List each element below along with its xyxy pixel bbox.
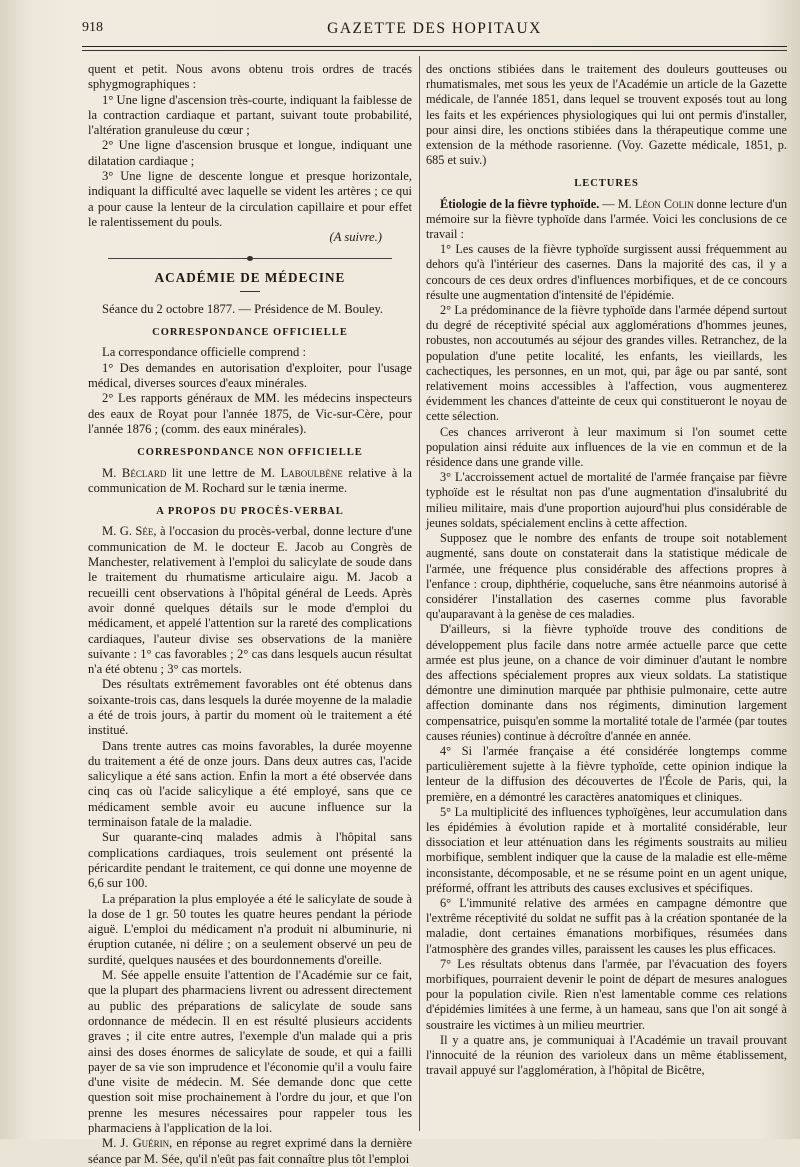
paragraph: 3° Une ligne de descente longue et presque horizontale, indiquant la difficulté avec laquelle se vident les artères ; ce qui a pour cause la lenteur de la circulation capillaire et pour effet le ralentissement du pouls. bbox=[88, 169, 412, 229]
text-fragment: donne lecture d'un mémoire sur la fièvre typhoïde dans l'armée. Voici les conclusions de ce travail : bbox=[426, 196, 787, 242]
paragraph: Supposez que le nombre des enfants de troupe soit notablement augmenté, sans doute on constaterait dans la statistique médicale de l'armée, une fréquence plus considérable des affections propres à l'enfance : croup, diphthérie, coqueluche, sans être néanmoins autorisé à considérer l'installation des casernes comme plus favorable qu'auparavant à la genèse de ces maladies. bbox=[426, 531, 787, 622]
section-separator bbox=[108, 258, 392, 260]
paragraph: La correspondance officielle comprend : bbox=[102, 345, 306, 360]
left-column bbox=[88, 62, 412, 1167]
author-name: M. Léon Colin bbox=[617, 196, 694, 211]
paragraph: 2° Les rapports généraux de MM. les médecins inspecteurs des eaux de Royat pour l'année 1875, de Vic-sur-Cère, pour l'année 1876 ; (comm. des eaux minérales). bbox=[88, 391, 412, 436]
author-name: M. Laboulbène bbox=[260, 465, 343, 480]
paragraph-beclard bbox=[88, 466, 412, 497]
paragraph: Il y a quatre ans, je communiquai à l'Académie un travail prouvant l'innocuité de la réunion des varioleux dans un même établissement, travail appuyé sur l'agglomération, à l'hôpital de Bicêtre, bbox=[426, 1032, 787, 1078]
subheading-unofficial-correspondence: CORRESPONDANCE NON OFFICIELLE bbox=[137, 447, 363, 459]
paragraph: Sur quarante-cinq malades admis à l'hôpital sans complications cardiaques, trois seulement ont présenté la péricardite pendant le traitement, ce qui donne une moyenne de 6,6 sur 100. bbox=[88, 830, 412, 891]
paragraph: Des résultats extrêmement favorables ont été obtenus dans soixante-trois cas, dans lesquels la durée moyenne de la maladie a été de trois jours, à partir du moment où le traitement a été institué. bbox=[88, 677, 412, 738]
paragraph: M. Sée appelle ensuite l'attention de l'Académie sur ce fait, que la plupart des pharmaciens livrent ou adressent directement au public des préparations de salicylate de soude sans ordonnance de médecin. Il en est résulté plusieurs accidents graves ; il cite entre autres, l'exemple d'un malade qui a pris ainsi des doses énormes de salicylate de soude, et qui a failli payer de sa vie son imprudence et l'économie qu'il a voulu faire d'une visite de médecin. M. Sée demande donc que cette question soit mise prochainement à l'ordre du jour, et que l'on prenne les mesures nécessaires pour rappeler tous les pharmaciens à l'application de la loi. bbox=[88, 968, 412, 1135]
column-divider bbox=[419, 56, 420, 1131]
conclusion-item: 4° Si l'armée française a été considérée longtemps comme particulièrement sujette à la fièvre typhoïde, cette opinion indique la lenteur de la diffusion des découvertes de l'École de Paris, qui, la première, en a démontré les caractères anatomiques et cliniques. bbox=[426, 743, 787, 804]
header-rule bbox=[82, 46, 787, 47]
header-rule-thin bbox=[82, 50, 787, 51]
paragraph-see bbox=[88, 524, 412, 677]
text-fragment: lit une lettre de bbox=[166, 465, 261, 480]
article-title: Étiologie de la fièvre typhoïde. bbox=[440, 196, 600, 211]
paragraph: Ces chances arriveront à leur maximum si l'on soumet cette population ainsi réduite aux influences de la vie en commun et de la résidence dans une grande ville. bbox=[426, 424, 787, 470]
text-fragment: en réponse au regret exprimé dans la dernière séance par M. Sée, qu'il n'eût pas fait connaître plus tôt l'emploi bbox=[88, 1136, 412, 1166]
conclusion-item: 2° La prédominance de la fièvre typhoïde dans l'armée dépend surtout du degré de réceptivité spécial aux agglomérations d'hommes jeunes, robustes, non accoutumés au séjour des grandes villes. Retranchez, de la population d'une petite localité, les enfants, les vieillards, les cachectiques, les personnes, en un mot, qui, par âge ou par santé, sont relativement moins accessibles à l'affection, vous augmenterez évidemment les chances d'atteinte de ceux qui constitueront le noyau de cette sélection. bbox=[426, 303, 787, 424]
page-number: 918 bbox=[82, 20, 103, 35]
paragraph-guerin bbox=[88, 1136, 412, 1167]
paragraph: quent et petit. Nous avons obtenu trois ordres de tracés sphygmographiques : bbox=[88, 62, 412, 92]
conclusion-item: 6° L'immunité relative des armées en campagne démontre que l'extrême réceptivité du soldat ne suffit pas à la création spontanée de la maladie, dont certaines émanations morbifiques, résumées dans l'atmosphère des grandes villes, paraissent les causes les plus efficaces. bbox=[426, 895, 787, 956]
paragraph: 1° Une ligne d'ascension très-courte, indiquant la faiblesse de la contraction cardiaque et partant, suivant toute probabilité, l'altération granuleuse du cœur ; bbox=[88, 92, 412, 138]
subheading-lectures: LECTURES bbox=[574, 178, 639, 190]
running-header bbox=[82, 18, 787, 46]
paragraph: 1° Des demandes en autorisation d'exploiter, pour l'usage médical, diverses sources d'eaux minérales. bbox=[88, 360, 412, 391]
paragraph: Dans trente autres cas moins favorables, la durée moyenne du traitement a été de onze jours. Dans deux autres cas, l'acide salicylique a été sans action. Enfin la mort a été observée dans cinq cas où l'acide salicylique a été employé, sans que ce médicament semble avoir eu aucune influence sur la terminaison fatale de la maladie. bbox=[88, 738, 412, 830]
text-fragment: relative à la communication de M. Rochard sur le tænia inerme. bbox=[88, 465, 412, 495]
title-rule bbox=[240, 291, 260, 292]
subheading-official-correspondence: CORRESPONDANCE OFFICIELLE bbox=[152, 327, 348, 339]
to-be-continued: (A suivre.) bbox=[329, 230, 382, 245]
journal-title: GAZETTE DES HOPITAUX bbox=[327, 20, 542, 37]
conclusion-item: 1° Les causes de la fièvre typhoïde surgissent aussi fréquemment au dehors qu'à l'intérieur des casernes. Dans la majorité des cas, il y a concours de ces deux ordres d'influences morbifiques, et de ce concours résulte une augmentation d'intensité de l'épidémie. bbox=[426, 242, 787, 302]
paragraph: D'ailleurs, si la fièvre typhoïde trouve des conditions de développement plus facile dans notre armée actuelle parce que cette armée est plus jeune, on a chance de voir diminuer d'autant le nombre des affections spécialement propres aux vieux soldats. La statistique démontre une diminution marquée par phthisie pulmonaire, cette autre affection dominante dans nos régiments, diminution largement compensatrice, puisqu'en somme la mortalité totale de l'armée (par toutes causes réunies) continue à décroître d'année en année. bbox=[426, 622, 787, 743]
text-fragment: — bbox=[599, 196, 618, 211]
paragraph: La préparation la plus employée a été le salicylate de soude à la dose de 1 gr. 50 toutes les quatre heures pendant la période aiguë. L'emploi du médicament n'a produit ni albuminurie, ni éruption cutanée, ni délire ; on a seulement observé un peu de surdité, quelques nausées et des bourdonnements d'oreille. bbox=[88, 891, 412, 967]
author-name: M. Béclard bbox=[102, 465, 167, 480]
paragraph: 2° Une ligne d'ascension brusque et longue, indiquant une dilatation cardiaque ; bbox=[88, 138, 412, 168]
right-column bbox=[426, 62, 787, 1078]
conclusion-item: 7° Les résultats obtenus dans l'armée, par l'évacuation des foyers morbifiques, pourraient devenir le point de départ de mesures analogues pour la population civile. Rien n'est lamentable comme ces relations d'épidémies limitées à une ferme, à un hameau, sans que l'on ait songé à soustraire les victimes à un milieu meurtrier. bbox=[426, 956, 787, 1032]
section-title-academy: ACADÉMIE DE MÉDECINE bbox=[154, 269, 346, 285]
conclusion-item: 3° L'accroissement actuel de mortalité de l'armée française par fièvre typhoïde est le résultat non pas d'une augmentation d'insalubrité du milieu militaire, mais d'une proportion aujourd'hui plus considérable de jeunes soldats, spécialement enclins à cette affection. bbox=[426, 470, 787, 530]
conclusion-item: 5° La multiplicité des influences typhoïgènes, leur accumulation dans les épidémies à évolution rapide et à mortalité considérable, leur dissociation et leur atténuation dans les régiments soustraits au milieu morbifique, semblent indiquer que la cause de la maladie est elle-même inconsistante, décomposable, et ne se résume point en un agent unique, préformé, offrant les attributs des causes exclusives et spécifiques. bbox=[426, 804, 787, 895]
author-name: M. J. Guérin, bbox=[102, 1136, 173, 1151]
meeting-line: Séance du 2 octobre 1877. — Présidence de M. Bouley. bbox=[102, 301, 384, 316]
subheading-proces-verbal: A PROPOS DU PROCÈS-VERBAL bbox=[156, 506, 344, 518]
paragraph-etiology bbox=[426, 197, 787, 243]
author-name: M. G. Sée, bbox=[102, 524, 157, 539]
text-fragment: à l'occasion du procès-verbal, donne lecture d'une communication de M. le docteur E. Jacob au Congrès de Manchester, relativement à l'emploi du salicylate de soude dans le traitement du rhumatisme articulaire aigu. M. Jacob a recueilli cent observations à l'hôpital général de Leeds. Après avoir donné quelques détails sur le mode d'emploi du médicament, et appelé l'attention sur la rareté des complications cardiaques, l'auteur divise ses observations de la manière suivante : 1° cas favorables ; 2° cas dans lesquels aucun résultat n'a été obtenu ; 3° cas mortels. bbox=[88, 524, 412, 677]
paragraph: des onctions stibiées dans le traitement des douleurs goutteuses ou rhumatismales, met sous les yeux de l'Académie un article de la Gazette médicale, de l'année 1851, dans lequel se trouvent exposés tout au long les faits et les expériences physiologiques qui lui ont permis d'installer, pour ainsi dire, les onctions stibiées dans la thérapeutique comme une extension de la méthode rasorienne. (Voy. Gazette médicale, 1851, p. 685 et suiv.) bbox=[426, 62, 787, 168]
